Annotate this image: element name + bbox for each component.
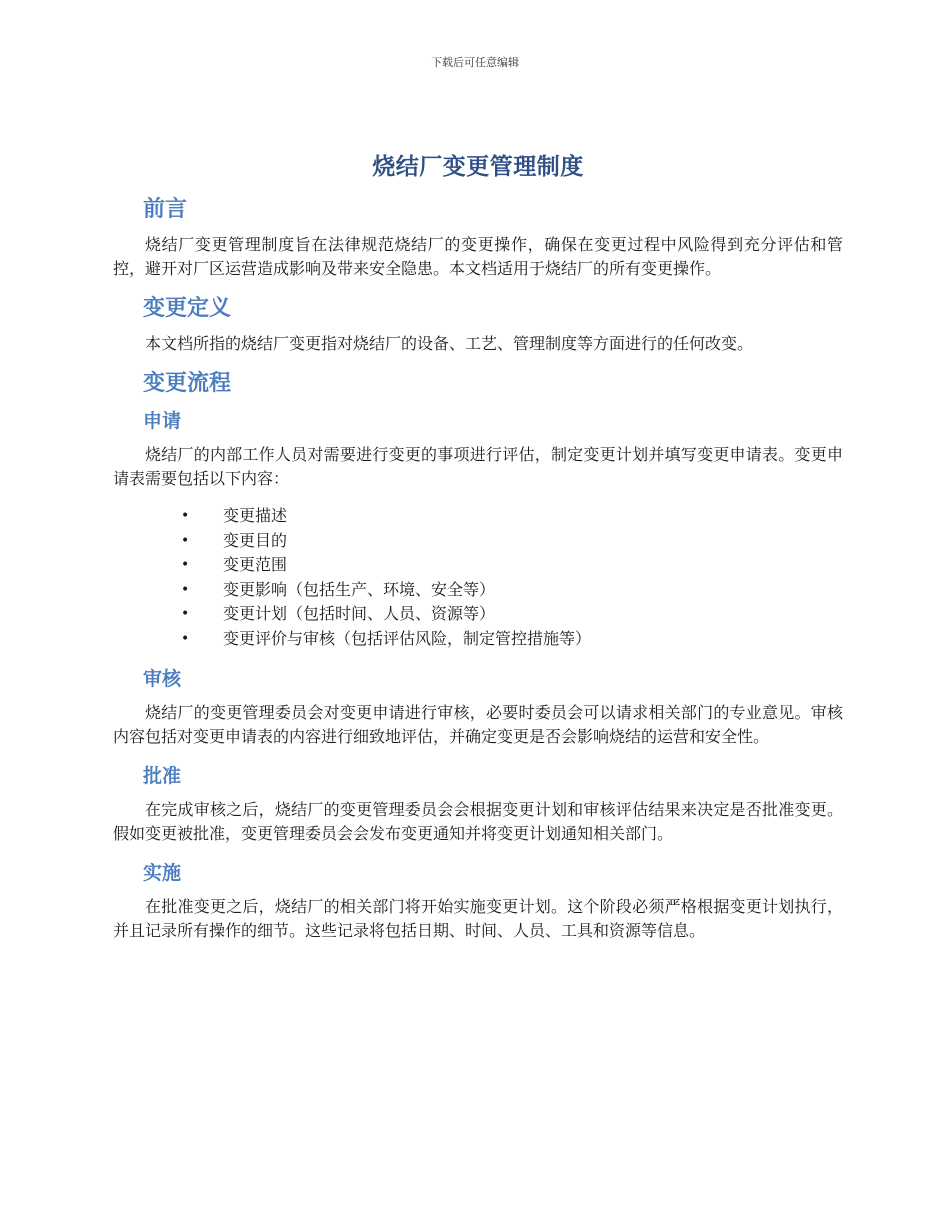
- section-heading-definition: 变更定义: [143, 296, 232, 321]
- bullet-icon: •: [181, 532, 190, 549]
- section-heading-preface: 前言: [143, 197, 188, 222]
- document-body: [113, 148, 843, 956]
- preface-paragraph: 烧结厂变更管理制度旨在法律规范烧结厂的变更操作，确保在变更过程中风险得到充分评估和管控，避开对厂区运营造成影响及带来安全隐患。本文档适用于烧结厂的所有变更操作。: [113, 235, 843, 278]
- subsection-heading-approve: 批准: [143, 765, 182, 787]
- list-item: [113, 529, 843, 554]
- list-item: [113, 627, 843, 652]
- subsection-heading-apply: 申请: [143, 410, 182, 432]
- list-item: [113, 602, 843, 627]
- page-header: 下载后可任意编辑: [431, 56, 519, 69]
- bullet-icon: •: [181, 630, 190, 647]
- section-heading-process: 变更流程: [143, 371, 232, 396]
- list-item: [113, 504, 843, 529]
- bullet-icon: •: [181, 581, 190, 598]
- list-item-text: 变更计划（包括时间、人员、资源等）: [223, 604, 496, 623]
- bullet-icon: •: [181, 508, 190, 524]
- list-item: [113, 553, 843, 578]
- list-item-text: 变更范围: [223, 555, 288, 574]
- implement-paragraph: 在批准变更之后，烧结厂的相关部门将开始实施变更计划。这个阶段必须严格根据变更计划执行，并且记录所有操作的细节。这些记录将包括日期、时间、人员、工具和资源等信息。: [113, 897, 843, 940]
- bullet-icon: •: [181, 606, 190, 622]
- subsection-heading-review: 审核: [143, 668, 182, 690]
- bullet-icon: •: [181, 557, 190, 573]
- review-paragraph: 烧结厂的变更管理委员会对变更申请进行审核，必要时委员会可以请求相关部门的专业意见。审核内容包括对变更申请表的内容进行细致地评估，并确定变更是否会影响烧结的运营和安全性。: [113, 703, 843, 746]
- list-item: [113, 578, 843, 603]
- apply-paragraph: 烧结厂的内部工作人员对需要进行变更的事项进行评估，制定变更计划并填写变更申请表。变更申请表需要包括以下内容：: [113, 445, 843, 488]
- document-title: 烧结厂变更管理制度: [372, 154, 584, 180]
- list-item-text: 变更目的: [223, 530, 288, 550]
- list-item-text: 变更影响（包括生产、环境、安全等）: [223, 579, 496, 599]
- list-item-text: 变更评价与审核（包括评估风险，制定管控措施等）: [223, 628, 592, 648]
- apply-item-list: [113, 504, 843, 651]
- approve-paragraph: 在完成审核之后，烧结厂的变更管理委员会会根据变更计划和审核评估结果来决定是否批准变更。假如变更被批准，变更管理委员会会发布变更通知并将变更计划通知相关部门。: [113, 800, 843, 843]
- definition-paragraph: 本文档所指的烧结厂变更指对烧结厂的设备、工艺、管理制度等方面进行的任何改变。: [145, 334, 754, 353]
- subsection-heading-implement: 实施: [143, 862, 182, 884]
- list-item-text: 变更描述: [223, 506, 288, 525]
